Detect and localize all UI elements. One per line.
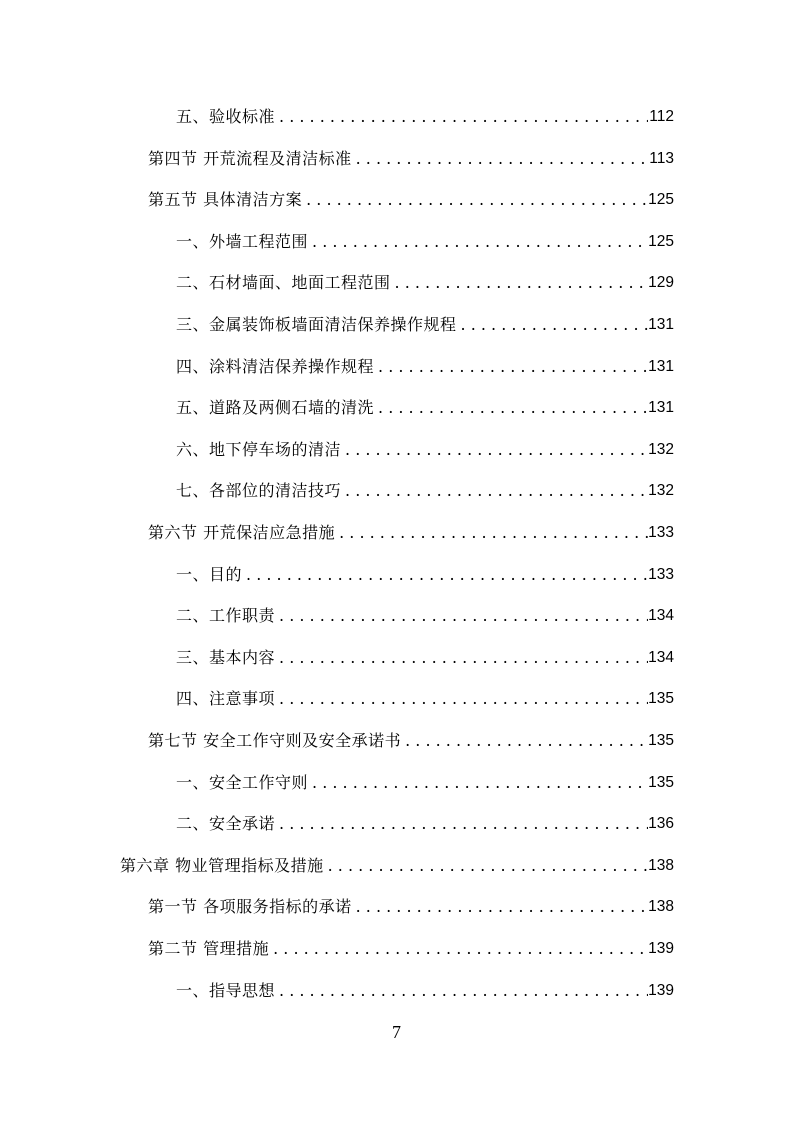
toc-entry[interactable] — [176, 393, 674, 419]
toc-entry-title: 一、安全工作守则 — [176, 773, 309, 792]
toc-page-number: 129 — [648, 274, 674, 291]
toc-entry[interactable] — [176, 768, 674, 794]
toc-page-number: 132 — [648, 441, 674, 458]
toc-page-number: 134 — [648, 607, 674, 624]
toc-entry[interactable] — [176, 476, 674, 502]
toc-dot-leader — [275, 980, 648, 1002]
toc-entry[interactable] — [176, 684, 674, 710]
toc-entry-title: 七、各部位的清洁技巧 — [176, 481, 342, 500]
toc-page-number: 136 — [648, 815, 674, 832]
toc-entry[interactable] — [176, 601, 674, 627]
toc-dot-leader — [275, 688, 648, 710]
toc-dot-leader — [352, 148, 648, 170]
toc-dot-leader — [308, 772, 648, 794]
toc-page-number: 133 — [648, 566, 674, 583]
toc-entry-title: 一、指导思想 — [176, 981, 276, 1000]
toc-dot-leader — [308, 231, 648, 253]
toc-dot-leader — [275, 106, 648, 128]
toc-page-number: 131 — [648, 358, 674, 375]
toc-page-number: 132 — [648, 482, 674, 499]
toc-entry-title: 第六章 物业管理指标及措施 — [120, 856, 324, 875]
page-number: 7 — [392, 1022, 401, 1042]
toc-entry-title: 五、验收标准 — [176, 107, 276, 126]
toc-entry[interactable] — [176, 809, 674, 835]
toc-dot-leader — [269, 938, 648, 960]
toc-dot-leader — [457, 314, 648, 336]
toc-entry[interactable] — [176, 560, 674, 586]
toc-entry[interactable] — [176, 310, 674, 336]
toc-page-number: 139 — [648, 940, 674, 957]
toc-entry[interactable] — [176, 976, 674, 1002]
toc-entry-title: 四、注意事项 — [176, 689, 276, 708]
toc-dot-leader — [341, 480, 648, 502]
toc-entry[interactable] — [176, 352, 674, 378]
toc-page-number: 133 — [648, 524, 674, 541]
toc-dot-leader — [335, 522, 648, 544]
toc-page-number: 139 — [648, 982, 674, 999]
toc-entry-title: 二、石材墙面、地面工程范围 — [176, 273, 391, 292]
toc-entry[interactable] — [120, 851, 674, 877]
toc-entry-title: 四、涂料清洁保养操作规程 — [176, 357, 375, 376]
toc-dot-leader — [401, 730, 648, 752]
toc-entry[interactable] — [148, 185, 674, 211]
toc-entry-title: 六、地下停车场的清洁 — [176, 440, 342, 459]
toc-dot-leader — [374, 356, 648, 378]
toc-entry-title: 一、外墙工程范围 — [176, 232, 309, 251]
toc-dot-leader — [324, 855, 648, 877]
toc-entry[interactable] — [176, 227, 674, 253]
toc-page-number: 113 — [649, 150, 674, 167]
toc-entry[interactable] — [148, 726, 674, 752]
toc-page-number: 131 — [648, 399, 674, 416]
toc-entry-title: 二、安全承诺 — [176, 814, 276, 833]
toc-entry[interactable] — [176, 102, 674, 128]
toc-entry-title: 第五节 具体清洁方案 — [148, 190, 303, 209]
toc-entry[interactable] — [176, 268, 674, 294]
toc-page-number: 131 — [648, 316, 674, 333]
toc-entry-title: 五、道路及两侧石墙的清洗 — [176, 398, 375, 417]
toc-entry[interactable] — [148, 892, 674, 918]
toc-page-number: 135 — [648, 690, 674, 707]
toc-dot-leader — [374, 397, 648, 419]
toc-page-number: 112 — [649, 108, 674, 125]
toc-page-number: 138 — [648, 857, 674, 874]
toc-dot-leader — [275, 647, 648, 669]
toc-dot-leader — [275, 813, 648, 835]
toc-entry-title: 第四节 开荒流程及清洁标准 — [148, 149, 352, 168]
toc-entry-title: 第一节 各项服务指标的承诺 — [148, 897, 352, 916]
toc-entry[interactable] — [148, 518, 674, 544]
toc-entry-title: 第七节 安全工作守则及安全承诺书 — [148, 731, 402, 750]
toc-page-number: 134 — [648, 649, 674, 666]
toc-entry-title: 三、基本内容 — [176, 648, 276, 667]
toc-entry-title: 三、金属装饰板墙面清洁保养操作规程 — [176, 315, 457, 334]
toc-dot-leader — [391, 272, 648, 294]
toc-entry-title: 第六节 开荒保洁应急措施 — [148, 523, 336, 542]
toc-entry-title: 一、目的 — [176, 565, 243, 584]
toc-dot-leader — [275, 605, 648, 627]
toc-entry[interactable] — [148, 934, 674, 960]
toc-page-number: 135 — [648, 774, 674, 791]
toc-page-number: 125 — [648, 233, 674, 250]
toc-dot-leader — [341, 439, 648, 461]
toc-page-number: 138 — [648, 898, 674, 915]
toc-entry[interactable] — [176, 435, 674, 461]
toc-entry[interactable] — [176, 643, 674, 669]
toc-entry[interactable] — [148, 144, 674, 170]
toc-page-number: 135 — [648, 732, 674, 749]
toc-dot-leader — [242, 564, 648, 586]
toc-dot-leader — [302, 189, 648, 211]
toc-dot-leader — [352, 896, 648, 918]
toc-page-number: 125 — [648, 191, 674, 208]
toc-entry-title: 二、工作职责 — [176, 606, 276, 625]
toc-entry-title: 第二节 管理措施 — [148, 939, 270, 958]
